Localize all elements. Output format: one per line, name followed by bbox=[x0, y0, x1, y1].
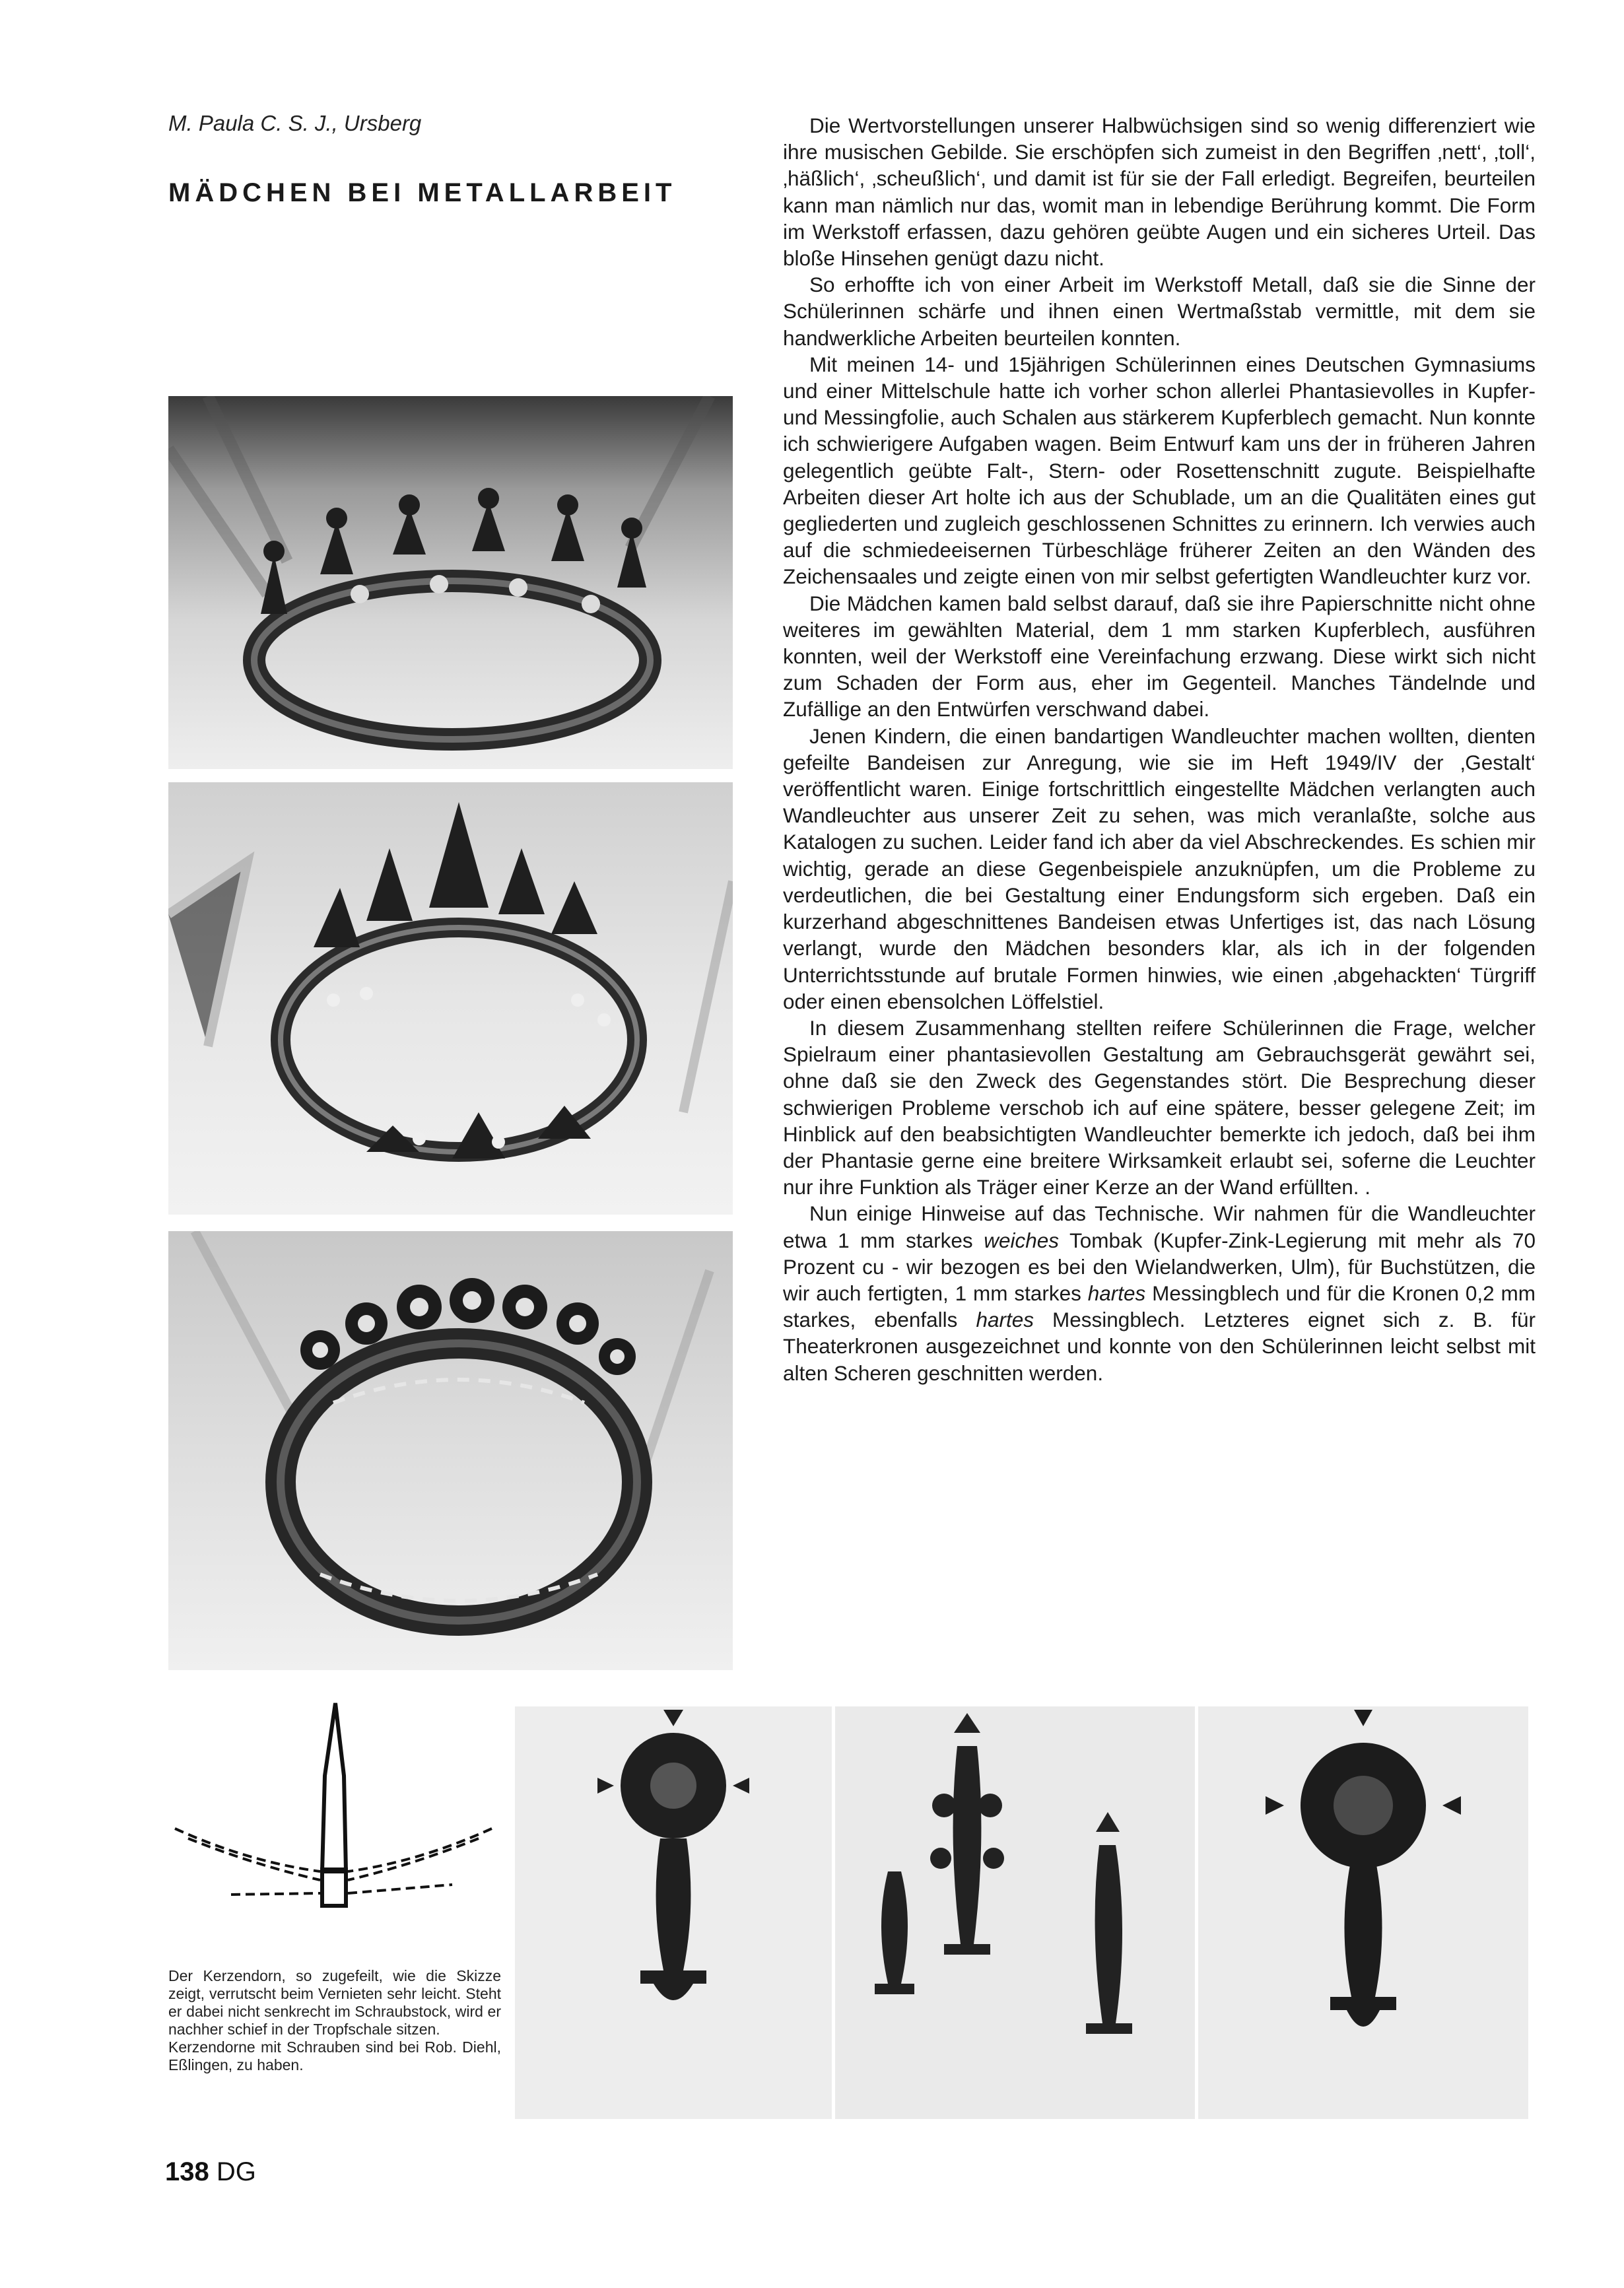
caption-text: Der Kerzendorn, so zugefeilt, wie die Skizze zeigt, verrutscht beim Vernieten sehr leicht. Steht er dabei nicht senkrecht im Schraubstock, wird er nachher schief in der Tropfschale sitzen. bbox=[168, 1967, 501, 2038]
paragraph: Die Mädchen kamen bald selbst darauf, daß sie ihre Papierschnitte nicht ohne weiteres im gewählten Material, dem 1 mm starken Kupferblech, ausführen konnten, weil der Werkstoff eine Vereinfachung erzwang. Diese wirkt sich nicht zum Schaden der Form aus, eher im Gegenteil. Manches Tändelnde und Zufällige an den Entwürfen verschwand dabei. bbox=[783, 591, 1536, 722]
candle-holder-photo-1 bbox=[515, 1706, 832, 2119]
paragraph: So erhoffte ich von einer Arbeit im Werkstoff Metall, daß sie die Sinne der Schülerinnen schärfe und ihnen einen Wertmaßstab vermittle, mit dem sie handwerkliche Arbeiten beurteilen konnten. bbox=[783, 273, 1536, 350]
crown-photo-2 bbox=[168, 782, 733, 1215]
candle-spike-sketch bbox=[168, 1697, 498, 1914]
paragraph: In diesem Zusammenhang stellten reifere Schülerinnen die Frage, welcher Spielraum einer phantasievollen Gestaltung am Gebrauchsgerät gewährt sei, ohne daß sie den Zweck des Gegenstandes stört. Die Besprechung dieser schwierigen Probleme verschob ich auf eine spätere, besser gelegene Zeit; im Hinblick auf den beabsichtigten Wandleuchter bemerkte ich jedoch, daß bei ihm der Phantasie gerne eine breitere Wirksamkeit erlaubt sei, soferne die Leuchter nur ihre Funktion als Träger einer Kerze an der Wand erfüllten. . bbox=[783, 1015, 1536, 1199]
paragraph-technical: Nun einige Hinweise auf das Technische. Wir nahmen für die Wandleuchter etwa 1 mm starkes weiches Tombak (Kupfer-Zink-Legierung mit mehr als 70 Prozent cu - wir bezogen es bei den Wielandwerken, Ulm), für Buchstützen, die wir auch fertigten, 1 mm starkes hartes Messingblech und für die Kronen 0,2 mm starkes, ebenfalls hartes Messingblech. Letzteres eignet sich z. B. für Theaterkronen ausgezeichnet und konnte von den Schülerinnen leicht selbst mit alten Scheren geschnitten werden. bbox=[783, 1201, 1536, 1385]
paragraph: Mit meinen 14- und 15jährigen Schülerinnen eines Deutschen Gymnasiums und einer Mittelschule hatte ich vorher schon allerlei Phantasievolles in Kupfer- und Messingfolie, auch Schalen aus stärkerem Kupferblech gemacht. Nun konnte ich schwierigere Aufgaben wagen. Beim Entwurf kam uns der in früheren Jahren gelegentlich geübte Falt-, Stern- oder Rosettenschnitt zugute. Beispielhafte Arbeiten dieser Art holte ich aus der Schublade, um an die Qualitäten eines gut gegliederten und zugleich geschlossenen Schnittes zu erinnern. Ich verwies auch auf die schmiedeeisernen Türbeschläge früherer Zeiten an den Wänden des Zeichensaales und zeigte einen von mir selbst gefertigten Wandleuchter kurz vor. bbox=[783, 352, 1536, 589]
crown-photo-1 bbox=[168, 396, 733, 769]
crown-photo-3 bbox=[168, 1231, 733, 1670]
candle-holder-photo-2 bbox=[835, 1706, 1195, 2119]
candle-holder-photo-3 bbox=[1198, 1706, 1528, 2119]
page-number: 138 DG bbox=[165, 2157, 256, 2186]
article-title: MÄDCHEN BEI METALLARBEIT bbox=[168, 178, 677, 207]
sketch-caption bbox=[168, 1967, 501, 2074]
paragraph: Jenen Kindern, die einen bandartigen Wandleuchter machen wollten, dienten gefeilte Bandeisen zur Anregung, wie sie im Heft 1949/IV der ‚Gestalt‘ veröffentlicht waren. Einige fortschrittlich eingestellte Mädchen verlangten auch Wandleuchter aus unserer Zeit zu sehen, was mich veranlaßte, solche aus Katalogen zu suchen. Leider fand ich aber da viel Abschreckendes. Es schien mir wichtig, gerade an diese Gegenbeispiele anzuknüpfen, um die Probleme zu verdeutlichen, die bei Gestaltung einer Endungsform sich ergeben. Daß ein kurzerhand abgeschnittenes Bandeisen etwas Unfertiges ist, das nach Lösung verlangt, wurde den Mädchen besonders klar, als ich in der folgenden Unterrichtsstunde auf brutale Formen hinwies, wie einen ‚abgehackten‘ Türgriff oder einen ebensolchen Löffelstiel. bbox=[783, 723, 1536, 1013]
article-body bbox=[783, 112, 1536, 1386]
paragraph: Die Wertvorstellungen unserer Halbwüchsigen sind so wenig differenziert wie ihre musischen Gebilde. Sie erschöpfen sich zumeist in den Begriffen ‚nett‘, ‚toll‘, ‚häßlich‘, ‚scheußlich‘, und damit ist für sie der Fall erledigt. Begreifen, beurteilen kann man nämlich nur das, womit man in lebendige Berührung kommt. Die Form im Werkstoff erfassen, dazu gehören geübte Augen und ein sicheres Urteil. Das bloße Hinsehen genügt dazu nicht. bbox=[783, 114, 1536, 271]
caption-text: Kerzendorne mit Schrauben sind bei Rob. Diehl, Eßlingen, zu haben. bbox=[168, 2038, 501, 2073]
author-line: M. Paula C. S. J., Ursberg bbox=[168, 111, 422, 135]
